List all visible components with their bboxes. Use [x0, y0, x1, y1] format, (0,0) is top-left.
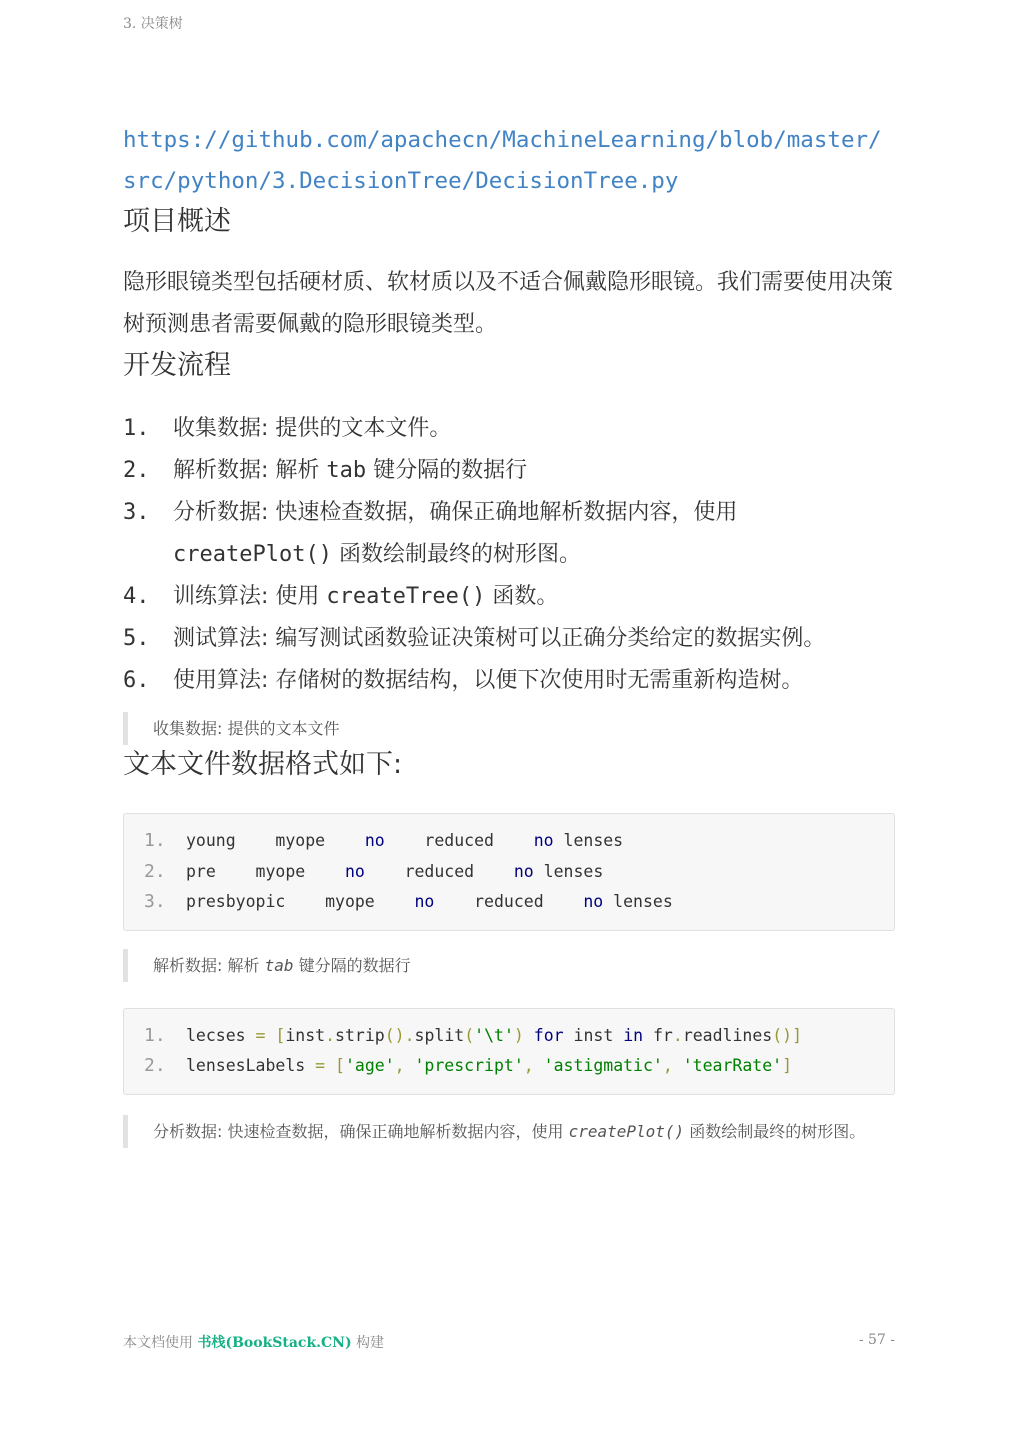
note-text: 收集数据: 提供的文本文件: [153, 719, 340, 738]
footer-suffix: 构建: [351, 1335, 385, 1351]
code-operator: ): [513, 1025, 524, 1045]
parse-code-block: [123, 1008, 895, 1095]
list-text: 函数。: [485, 584, 559, 609]
code-line: [144, 826, 874, 857]
list-text: 收集数据: 提供的文本文件。: [173, 416, 452, 441]
page-content: [123, 120, 895, 1148]
code-var: lensesLabels: [186, 1056, 316, 1075]
code-string: 'age': [344, 1056, 395, 1075]
list-number: 5.: [123, 626, 150, 651]
inline-code: tab: [326, 458, 367, 483]
note-parse-data: [123, 949, 895, 982]
footer-brand-link[interactable]: 书栈(BookStack.CN): [197, 1335, 352, 1351]
heading-overview: 项目概述: [123, 206, 231, 237]
code-operator: .: [404, 1025, 415, 1045]
code-keyword: in: [623, 1025, 644, 1045]
code-keyword: no: [414, 892, 435, 911]
code-keyword: for: [533, 1025, 564, 1045]
code-text: reduced: [434, 892, 584, 911]
line-number: 2.: [144, 1055, 166, 1076]
heading-data-format: 文本文件数据格式如下:: [123, 749, 403, 780]
inline-code: tab: [264, 955, 294, 975]
code-line: [144, 1021, 874, 1052]
code-operator: ]: [792, 1025, 803, 1045]
list-item: [123, 618, 895, 660]
code-operator: ]: [782, 1056, 793, 1075]
code-text: [265, 1026, 275, 1045]
list-item: [123, 660, 895, 702]
note-text: 解析数据: 解析: [153, 955, 265, 975]
running-header: 3. 决策树: [123, 16, 183, 32]
code-var: lecses: [186, 1025, 256, 1045]
code-text: reduced: [384, 831, 534, 850]
list-text: 键分隔的数据行: [366, 458, 528, 483]
note-text: 键分隔的数据行: [293, 955, 411, 975]
code-operator: ,: [523, 1056, 544, 1075]
inline-code: createPlot(): [568, 1121, 685, 1141]
code-text: lenses: [553, 831, 624, 850]
list-text: 训练算法: 使用: [173, 584, 327, 609]
code-text: readlines: [682, 1025, 773, 1045]
code-keyword: no: [344, 861, 365, 881]
list-text: 函数绘制最终的树形图。: [331, 542, 581, 567]
code-operator: .: [325, 1025, 336, 1045]
line-number: 2.: [144, 860, 166, 882]
code-keyword: no: [583, 892, 604, 911]
code-operator: =: [315, 1056, 326, 1075]
code-text: fr: [643, 1025, 673, 1045]
overview-paragraph: 隐形眼镜类型包括硬材质、软材质以及不适合佩戴隐形眼镜。我们需要使用决策树预测患者需要佩戴的隐形眼镜类型。: [123, 270, 894, 337]
code-operator: [: [335, 1056, 345, 1075]
code-operator: (: [464, 1025, 475, 1045]
list-item: [123, 408, 895, 450]
code-operator: [: [275, 1025, 286, 1045]
list-text: 分析数据: 快速检查数据，确保正确地解析数据内容，使用: [173, 500, 738, 525]
note-analyze-data: [123, 1115, 895, 1148]
code-text: young myope: [186, 831, 365, 850]
list-item: [123, 492, 895, 576]
inline-code: createPlot(): [173, 542, 332, 567]
note-text: 函数绘制最终的树形图。: [684, 1121, 866, 1141]
code-text: reduced: [364, 861, 514, 881]
note-text: 分析数据: 快速检查数据，确保正确地解析数据内容，使用: [153, 1121, 569, 1141]
code-text: split: [414, 1025, 465, 1045]
code-line: [144, 887, 874, 918]
list-number: 4.: [123, 584, 150, 609]
code-text: inst: [563, 1025, 624, 1045]
list-text: 解析数据: 解析: [173, 458, 327, 483]
code-text: [524, 1026, 534, 1045]
list-number: 1.: [123, 416, 150, 441]
code-string: '\t': [474, 1025, 514, 1045]
data-code-block: [123, 813, 895, 931]
code-string: 'prescript': [414, 1056, 524, 1075]
list-item: [123, 450, 895, 492]
code-text: lenses: [603, 892, 673, 911]
code-operator: (): [384, 1025, 405, 1045]
list-text: 使用算法: 存储树的数据结构，以便下次使用时无需重新构造树。: [173, 668, 804, 693]
code-text: strip: [335, 1025, 385, 1045]
code-operator: ,: [394, 1056, 415, 1075]
code-operator: =: [255, 1025, 266, 1045]
code-line: [144, 857, 874, 888]
footer-credit: [123, 1332, 384, 1352]
list-number: 6.: [123, 668, 150, 693]
code-line: [144, 1051, 874, 1082]
code-operator: ,: [662, 1056, 683, 1075]
footer-prefix: 本文档使用: [123, 1335, 198, 1351]
code-text: [325, 1056, 335, 1075]
heading-dev-flow: 开发流程: [123, 350, 231, 381]
list-item: [123, 576, 895, 618]
list-number: 3.: [123, 500, 150, 525]
line-number: 1.: [144, 1024, 166, 1046]
list-text: 测试算法: 编写测试函数验证决策树可以正确分类给定的数据实例。: [173, 626, 826, 651]
note-collect-data: [123, 712, 895, 745]
code-operator: .: [672, 1025, 683, 1045]
code-text: lenses: [533, 861, 604, 881]
line-number: 3.: [144, 891, 166, 912]
page-number: - 57 -: [858, 1332, 895, 1348]
code-keyword: no: [513, 861, 534, 881]
dev-flow-list: [123, 408, 895, 702]
code-text: presbyopic myope: [186, 892, 415, 911]
code-text: inst: [285, 1025, 326, 1045]
code-keyword: no: [364, 831, 385, 850]
inline-code: createTree(): [326, 584, 486, 609]
source-link[interactable]: https://github.com/apachecn/MachineLearning/blob/master/src/python/3.DecisionTree/DecisionTree.py: [123, 127, 882, 194]
line-number: 1.: [144, 830, 166, 851]
code-operator: (): [772, 1025, 793, 1045]
code-string: 'astigmatic': [543, 1056, 663, 1075]
code-string: 'tearRate': [682, 1056, 783, 1075]
code-text: pre myope: [186, 861, 345, 881]
code-keyword: no: [533, 831, 554, 850]
list-number: 2.: [123, 458, 150, 483]
